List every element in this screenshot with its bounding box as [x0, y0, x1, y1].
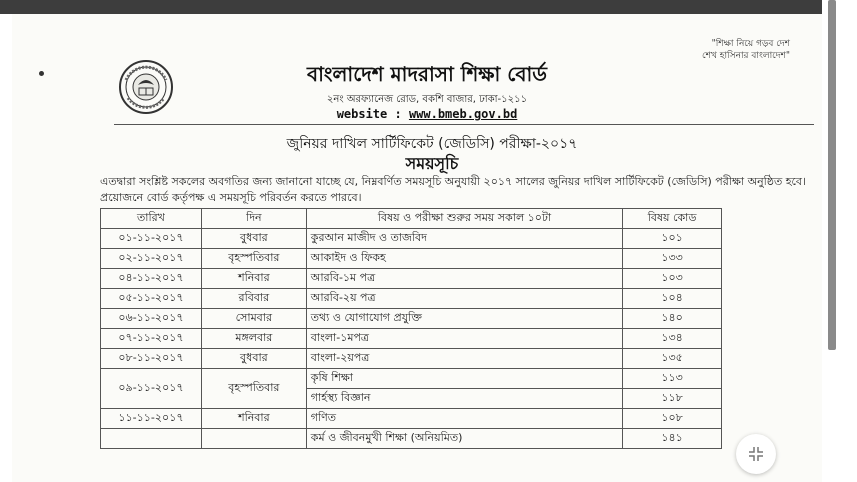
header-day: দিন [201, 209, 306, 229]
scrollbar-thumb[interactable] [828, 0, 836, 350]
header-divider [114, 124, 814, 125]
collapse-icon [748, 446, 764, 462]
cell-day: শনিবার [201, 409, 306, 429]
cell-date: ০৮-১১-২০১৭ [101, 349, 202, 369]
cell-subject: আরবি-১ম পত্র [306, 269, 622, 289]
table-row [101, 269, 722, 289]
cell-subject: আকাইদ ও ফিকহ [306, 249, 622, 269]
table-row [101, 249, 722, 269]
table-row [101, 329, 722, 349]
cell-day: মঙ্গলবার [201, 329, 306, 349]
cell-subject: কৃষি শিক্ষা [306, 369, 622, 389]
cell-code: ১৩৫ [623, 349, 722, 369]
cell-date: ০৫-১১-২০১৭ [101, 289, 202, 309]
board-logo [110, 58, 182, 116]
cell-date [101, 429, 202, 449]
cell-code: ১০৩ [623, 269, 722, 289]
document-page [12, 14, 822, 482]
slogan-line-2: শেখ হাসিনার বাংলাদেশ" [701, 51, 790, 61]
table-header-row [101, 209, 722, 229]
header-code: বিষয় কোড [623, 209, 722, 229]
header-date: তারিখ [101, 209, 202, 229]
schedule-title: সময়সূচি [405, 154, 459, 173]
cell-subject: বাংলা-১মপত্র [306, 329, 622, 349]
cell-code: ১৪০ [623, 309, 722, 329]
cell-code: ১০৮ [623, 409, 722, 429]
cell-day [201, 429, 306, 449]
cell-code: ১১৮ [623, 389, 722, 409]
table-row [101, 289, 722, 309]
cell-date: ০৯-১১-২০১৭ [101, 369, 202, 409]
cell-subject: গণিত [306, 409, 622, 429]
cell-date: ১১-১১-২০১৭ [101, 409, 202, 429]
board-address: ২নং অরফ্যানেজ রোড, বকশি বাজার, ঢাকা-১২১১ [326, 94, 528, 105]
website-link[interactable]: www.bmeb.gov.bd [408, 107, 518, 121]
cell-day: সোমবার [201, 309, 306, 329]
cell-date: ০২-১১-২০১৭ [101, 249, 202, 269]
board-title: বাংলাদেশ মাদরাসা শিক্ষা বোর্ড [306, 62, 548, 86]
exam-title: জুনিয়র দাখিল সার্টিফিকেট (জেডিসি) পরীক্ষা-২০১৭ [286, 136, 578, 152]
notice-text: এতদ্বারা সংশ্লিষ্ট সকলের অবগতির জন্য জানানো যাচ্ছে যে, নিম্নবর্ণিত সময়সূচি অনুযায়ী ২০১৭ সালের জুনিয়র দাখিল সার্টিফিকেট (জেডিসি) পরীক্ষা অনুষ্ঠিত হবে। প্রয়োজনে বোর্ড কর্তৃপক্ষ এ সময়সূচি পরিবর্তন করতে পারবে। [100, 175, 806, 204]
cell-day: বুধবার [201, 229, 306, 249]
cell-day: রবিবার [201, 289, 306, 309]
table-row [101, 409, 722, 429]
top-bar [0, 0, 822, 14]
slogan-line-1: "শিক্ষা নিয়ে গড়ব দেশ [711, 39, 790, 49]
table-row [101, 229, 722, 249]
cell-date: ০৭-১১-২০১৭ [101, 329, 202, 349]
cell-day: বৃহস্পতিবার [201, 249, 306, 269]
cell-code: ১৩৩ [623, 249, 722, 269]
cell-code: ১৪১ [623, 429, 722, 449]
cell-code: ১১৩ [623, 369, 722, 389]
cell-code: ১০৪ [623, 289, 722, 309]
cell-day: বৃহস্পতিবার [201, 369, 306, 409]
table-row [101, 349, 722, 369]
schedule-table [100, 208, 722, 449]
cell-subject: কুরআন মাজীদ ও তাজবিদ [306, 229, 622, 249]
cell-subject: আরবি-২য় পত্র [306, 289, 622, 309]
cell-subject: কর্ম ও জীবনমুখী শিক্ষা (অনিয়মিত) [306, 429, 622, 449]
table-row [101, 369, 722, 389]
cell-subject: বাংলা-২য়পত্র [306, 349, 622, 369]
left-margin [0, 14, 12, 482]
website-line [282, 107, 572, 121]
cell-subject: গার্হস্থ্য বিজ্ঞান [306, 389, 622, 409]
table-row [101, 429, 722, 449]
cell-date: ০৬-১১-২০১৭ [101, 309, 202, 329]
header-subject: বিষয় ও পরীক্ষা শুরুর সময় সকাল ১০টা [306, 209, 622, 229]
cell-date: ০১-১১-২০১৭ [101, 229, 202, 249]
bullet-dot [39, 71, 44, 76]
collapse-button[interactable] [736, 434, 776, 474]
cell-code: ১০১ [623, 229, 722, 249]
slogan [610, 38, 790, 62]
website-label: website : [336, 107, 409, 121]
cell-subject: তথ্য ও যোগাযোগ প্রযুক্তি [306, 309, 622, 329]
cell-code: ১৩৪ [623, 329, 722, 349]
cell-day: শনিবার [201, 269, 306, 289]
cell-day: বুধবার [201, 349, 306, 369]
table-row [101, 309, 722, 329]
cell-date: ০৪-১১-২০১৭ [101, 269, 202, 289]
